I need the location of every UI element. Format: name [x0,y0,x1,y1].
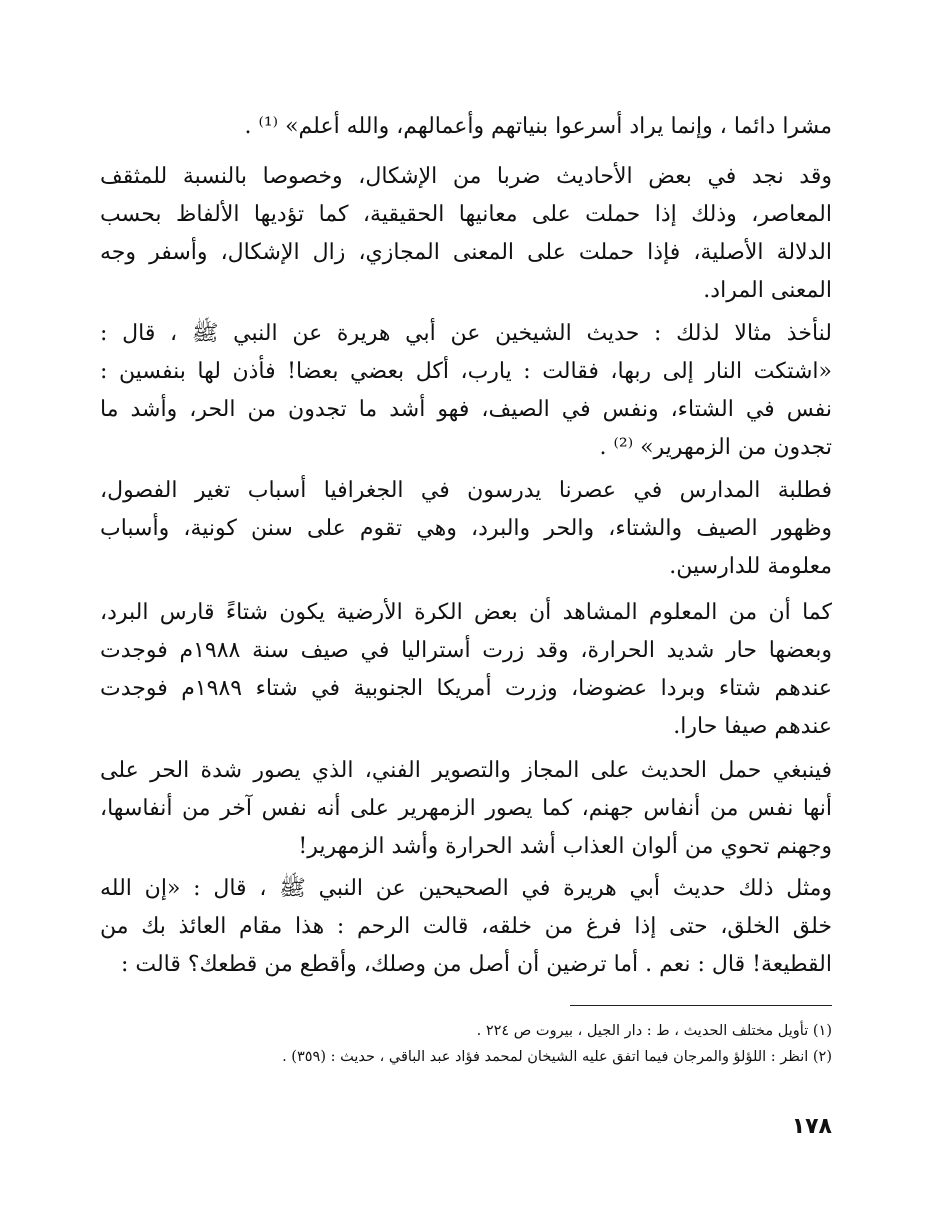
text-line: وظهور الصيف والشتاء، والحر والبرد، وهي تقوم على سنن كونية، وأسباب [100,516,832,541]
text-line: تجدون من الزمهرير» ⁽²⁾ . [599,435,832,460]
footnotes [100,1018,832,1070]
page-number: ١٧٨ [791,1114,832,1139]
text-line: كما أن من المعلوم المشاهد أن بعض الكرة الأرضية يكون شتاءً قارس البرد، [100,600,832,625]
text-line: خلق الخلق، حتى إذا فرغ من خلقه، قالت الرحم : هذا مقام العائذ بك من [100,914,832,939]
text-line: القطيعة! قال : نعم . أما ترضين أن أصل من وصلك، وأقطع من قطعك؟ قالت : [120,952,832,977]
text-line: فينبغي حمل الحديث على المجاز والتصوير الفني، الذي يصور شدة الحر على [100,758,832,783]
footnote-divider [570,1005,832,1006]
footnote-2: (٢) انظر : اللؤلؤ والمرجان فيما اتفق عليه الشيخان لمحمد فؤاد عبد الباقي ، حديث : (٣٥٩) . [282,1049,832,1065]
paragraph-7 [100,870,832,984]
text-line: ومثل ذلك حديث أبي هريرة في الصحيحين عن النبي ﷺ ، قال : «إن الله [100,876,832,901]
text-line: المعنى المراد. [703,278,832,303]
text-line: وبعضها حار شديد الحرارة، وقد زرت أستراليا في صيف سنة ١٩٨٨م فوجدت [100,638,832,663]
text-line: «اشتكت النار إلى ربها، فقالت : يارب، أكل بعضي بعضا! فأذن لها بنفسين : [100,359,832,384]
paragraph-3 [100,315,832,467]
text-line: المعاصر، وذلك إذا حملت على معانيها الحقيقية، كما تؤديها الألفاظ بحسب [100,202,832,227]
paragraph-4 [100,472,832,586]
text-line: لنأخذ مثالا لذلك : حديث الشيخين عن أبي هريرة عن النبي ﷺ ، قال : [100,321,832,346]
paragraph-5 [100,594,832,746]
text-line: مشرا دائما ، وإنما يراد أسرعوا بنياتهم وأعمالهم، والله أعلم» ⁽¹⁾ . [244,114,832,139]
footnote-1: (١) تأويل مختلف الحديث ، ط : دار الجيل ، بيروت ص ٢٢٤ . [476,1023,832,1039]
text-line: فطلبة المدارس في عصرنا يدرسون في الجغرافيا أسباب تغير الفصول، [100,478,832,503]
text-line: معلومة للدارسين. [669,554,832,579]
text-line: نفس في الشتاء، ونفس في الصيف، فهو أشد ما تجدون من الحر، وأشد ما [100,397,832,422]
paragraph-1 [100,108,832,146]
paragraph-2 [100,158,832,310]
text-line: عندهم شتاء وبردا عضوضا، وزرت أمريكا الجنوبية في شتاء ١٩٨٩م فوجدت [100,676,832,701]
text-line: وجهنم تحوي من ألوان العذاب أشد الحرارة وأشد الزمهرير! [298,834,832,859]
text-line: الدلالة الأصلية، فإذا حملت على المعنى المجازي، زال الإشكال، وأسفر وجه [100,240,832,265]
text-line: أنها نفس من أنفاس جهنم، كما يصور الزمهرير على أنه نفس آخر من أنفاسها، [100,796,832,821]
paragraph-6 [100,752,832,866]
text-line: وقد نجد في بعض الأحاديث ضربا من الإشكال، وخصوصا بالنسبة للمثقف [100,164,832,189]
text-line: عندهم صيفا حارا. [673,714,832,739]
